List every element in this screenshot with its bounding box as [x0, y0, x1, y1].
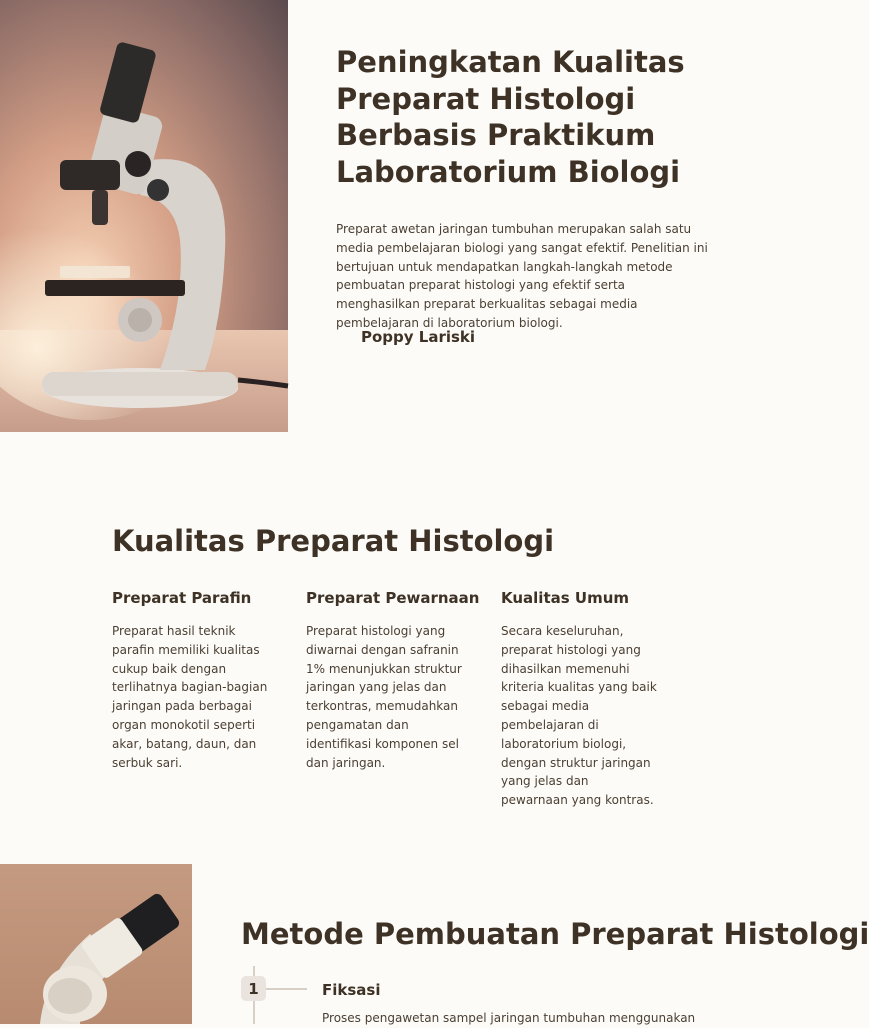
- timeline-connector: [266, 988, 307, 990]
- method-microscope-image: [0, 864, 192, 1024]
- quality-column-paraffin: [112, 589, 272, 772]
- hero-description: Preparat awetan jaringan tumbuhan merupakan salah satu media pembelajaran biologi yang sangat efektif. Penelitian ini bertujuan untuk mendapatkan langkah-langkah metode pembuatan preparat histologi yang efektif serta menghasilkan preparat berkualitas sebagai media pembelajaran di laboratorium biologi.: [336, 222, 708, 330]
- step-number-badge: 1: [241, 976, 266, 1001]
- quality-section-title: Kualitas Preparat Histologi: [112, 524, 555, 558]
- column-text: Preparat hasil teknik parafin memiliki kualitas cukup baik dengan terlihatnya bagian-bagian jaringan pada berbagai organ monokotil seperti akar, batang, daun, dan serbuk sari.: [112, 624, 268, 770]
- column-heading: Preparat Pewarnaan: [306, 589, 480, 607]
- column-text: Preparat histologi yang diwarnai dengan safranin 1% menunjukkan struktur jaringan yang jelas dan terkontras, memudahkan pengamatan dan identifikasi komponen sel dan jaringan.: [306, 624, 462, 770]
- column-heading: Kualitas Umum: [501, 589, 630, 607]
- column-heading: Preparat Parafin: [112, 589, 252, 607]
- quality-column-staining: [306, 589, 480, 772]
- microscope-icon: [0, 0, 288, 432]
- step-description: Proses pengawetan sampel jaringan tumbuhan menggunakan: [322, 1011, 696, 1025]
- hero-microscope-image: [0, 0, 288, 432]
- method-section-title: Metode Pembuatan Preparat Histologi: [241, 917, 869, 951]
- page-title: Peningkatan Kualitas Preparat Histologi Berbasis Praktikum Laboratorium Biologi: [336, 45, 685, 189]
- quality-column-general: [501, 589, 659, 810]
- step-title: Fiksasi: [322, 981, 381, 999]
- microscope-eyepiece-icon: [0, 864, 192, 1024]
- author-name: Poppy Lariski: [361, 328, 476, 346]
- column-text: Secara keseluruhan, preparat histologi yang dihasilkan memenuhi kriteria kualitas yang baik sebagai media pembelajaran di laboratorium biologi, dengan struktur jaringan yang jelas dan pewarnaan yang kontras.: [501, 624, 657, 808]
